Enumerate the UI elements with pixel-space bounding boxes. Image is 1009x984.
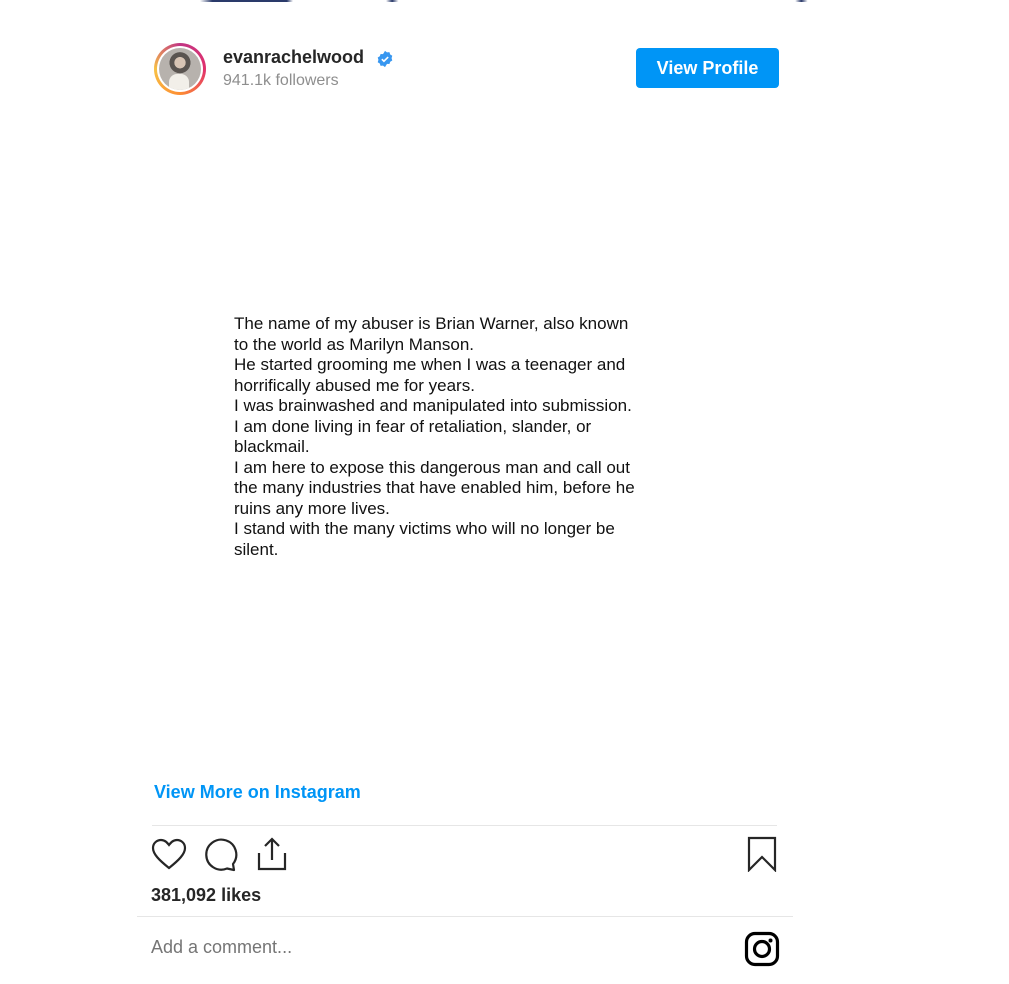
post-line: I am here to expose this dangerous man and call out xyxy=(234,457,630,477)
post-line: I am done living in fear of retaliation, slander, or xyxy=(234,416,592,436)
post-image-text[interactable] xyxy=(234,314,694,560)
post-line: the many industries that have enabled him, before he xyxy=(234,478,635,497)
view-more-link[interactable]: View More on Instagram xyxy=(154,782,361,802)
post-line: I was brainwashed and manipulated into submission. xyxy=(234,396,632,415)
post-line: The name of my abuser is Brian Warner, also known xyxy=(234,314,629,333)
username[interactable]: evanrachelwood xyxy=(223,47,365,67)
bookmark-icon[interactable] xyxy=(746,836,778,872)
post-line: He started grooming me when I was a teenager and xyxy=(234,355,626,374)
heart-icon[interactable] xyxy=(151,838,187,870)
post-line: horrifically abused me for years. xyxy=(234,375,475,395)
comment-input[interactable] xyxy=(151,937,551,958)
comment-icon[interactable] xyxy=(203,838,239,872)
post-line: silent. xyxy=(234,539,279,559)
share-icon[interactable] xyxy=(255,836,289,872)
like-count: 381,092 likes xyxy=(151,885,262,905)
verified-badge-icon xyxy=(376,50,394,68)
divider xyxy=(152,825,777,826)
avatar[interactable] xyxy=(154,43,206,95)
post-line: ruins any more lives. xyxy=(234,498,390,518)
post-line: I stand with the many victims who will no longer be xyxy=(234,519,615,538)
post-line: to the world as Marilyn Manson. xyxy=(234,334,474,354)
divider xyxy=(137,916,793,917)
post-line: blackmail. xyxy=(234,437,310,456)
follower-count: 941.1k followers xyxy=(223,72,339,89)
clipped-article-text xyxy=(200,0,820,4)
view-profile-button[interactable]: View Profile xyxy=(636,48,779,88)
instagram-logo-icon[interactable] xyxy=(744,931,780,967)
